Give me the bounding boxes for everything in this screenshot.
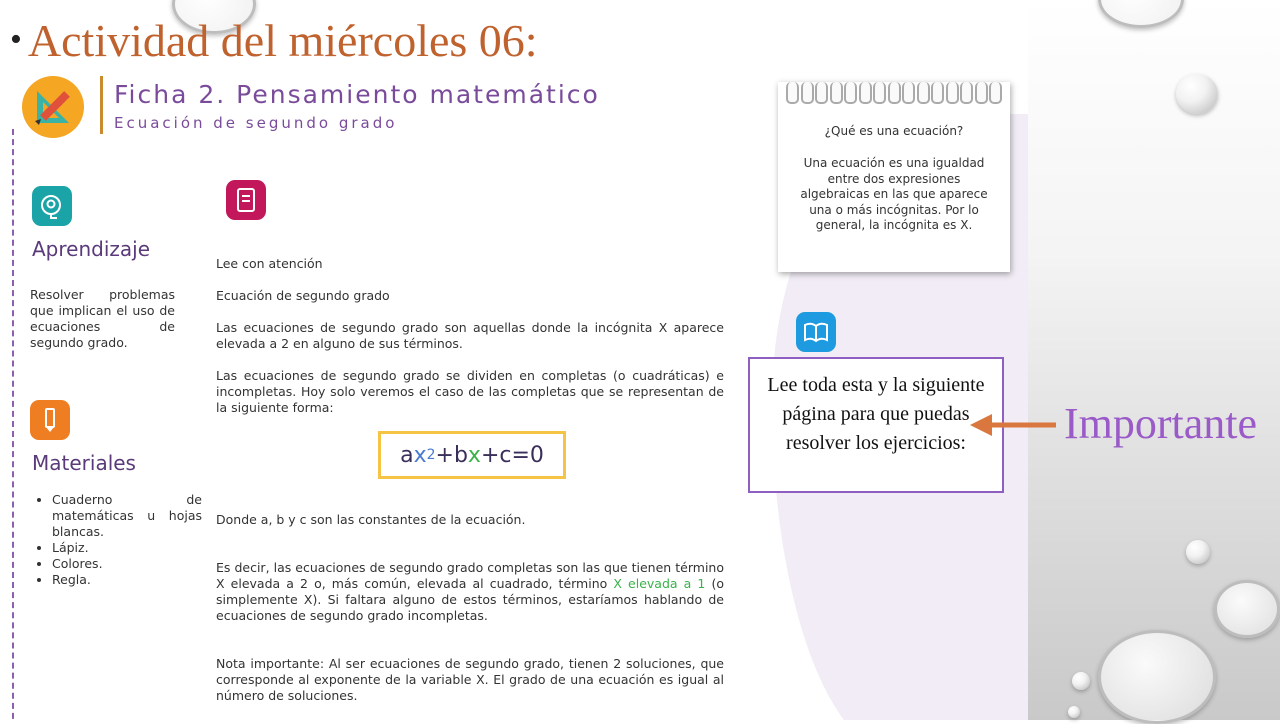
aprendizaje-heading: Aprendizaje: [32, 237, 151, 261]
list-item: • Cuaderno de matemáticas u hojas blancas.: [52, 492, 202, 540]
intro-text: Lee con atención: [216, 256, 323, 271]
brain-icon: [32, 186, 72, 226]
spiral-rings: [786, 82, 1002, 106]
slide-title-text: Actividad del miércoles 06:: [27, 15, 538, 66]
importante-label: Importante: [1064, 399, 1258, 448]
book-icon: [796, 312, 836, 352]
pencil-ruler-icon: [22, 76, 84, 138]
pencil-icon: [30, 400, 70, 440]
bullet: •: [10, 21, 22, 58]
list-item: • Colores.: [52, 556, 202, 572]
aprendizaje-text: Resolver problemas que implican el uso de ecuaciones de segundo grado.: [30, 287, 175, 350]
formula-b: +b: [435, 442, 468, 468]
materiales-heading: Materiales: [32, 451, 136, 475]
paragraph-4-part2: (o simplemente X). Si faltara alguno de estos términos, estaríamos hablando de ecuaciones de segundo grado incompletas.: [216, 576, 724, 623]
water-drop: [1176, 74, 1218, 114]
card-answer: Una ecuación es una igualdad entre dos expresiones algebraicas en las que aparece una o más incógnitas. Por lo general, la incógnita es X.: [800, 156, 988, 232]
formula-box: [378, 431, 566, 479]
body-heading: Ecuación de segundo grado: [216, 288, 390, 303]
formula-a: a: [400, 442, 414, 468]
formula-x: x: [413, 442, 427, 468]
slide-title: [10, 14, 538, 67]
water-drop: [1214, 580, 1280, 638]
water-drop: [1098, 630, 1216, 724]
paragraph-1: Las ecuaciones de segundo grado son aquellas donde la incógnita X aparece elevada a 2 en alguno de sus términos.: [216, 320, 724, 351]
paragraph-4: [216, 560, 724, 624]
header-divider: [100, 76, 103, 134]
list-item: • Lápiz.: [52, 540, 202, 556]
instruction-note: Lee toda esta y la siguiente página para que puedas resolver los ejercicios:: [748, 357, 1004, 493]
dashed-divider: [12, 129, 14, 720]
paragraph-2: Las ecuaciones de segundo grado se dividen en completas (o cuadráticas) e incompletas. Hoy solo veremos el caso de las completas que se representan de la siguiente forma:: [216, 368, 724, 415]
notebook-icon: [226, 180, 266, 220]
worksheet-subtitle: Ecuación de segundo grado: [114, 114, 398, 132]
formula-exponent: 2: [426, 447, 436, 463]
card-question: ¿Qué es una ecuación?: [824, 124, 964, 138]
paragraph-4-part1: Es decir, las ecuaciones de segundo grado completas son las que tienen término X elevada a 2 o, más común, elevada al cuadrado, término: [216, 560, 724, 591]
formula-rest: +c=0: [480, 442, 544, 468]
arrow-left-icon: [968, 411, 1058, 439]
formula-x-linear: x: [467, 442, 481, 468]
water-drop: [1186, 540, 1210, 564]
paragraph-3: Donde a, b y c son las constantes de la ecuación.: [216, 512, 526, 527]
definition-card: [778, 82, 1010, 272]
list-item: • Regla.: [52, 572, 202, 588]
water-drop: [1072, 672, 1090, 690]
paragraph-5: Nota importante: Al ser ecuaciones de segundo grado, tienen 2 soluciones, que corresponde al exponente de la variable X. El grado de una ecuación es igual al número de soluciones.: [216, 656, 724, 703]
materiales-list: [26, 492, 202, 588]
water-drop: [1068, 706, 1080, 718]
paragraph-4-highlight: X elevada a 1: [613, 576, 706, 591]
worksheet-title: Ficha 2. Pensamiento matemático: [114, 80, 600, 109]
